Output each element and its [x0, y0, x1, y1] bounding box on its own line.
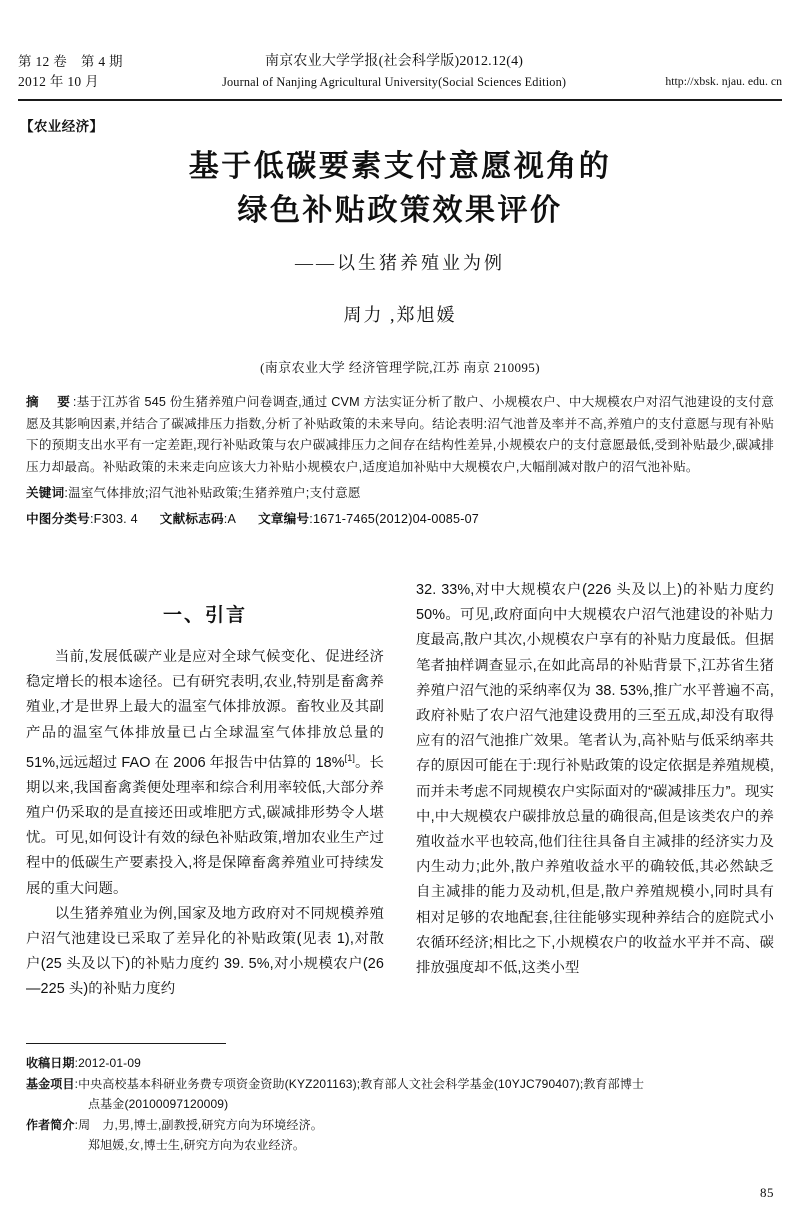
- column-left: [26, 578, 384, 1033]
- footnote-author-label: 作者简介: [26, 1117, 75, 1132]
- paragraph-text: 当前,发展低碳产业是应对全球气候变化、促进经济稳定增长的根本途径。已有研究表明,农业,特别是畜禽养殖业,才是世界上最大的温室气体排放源。畜牧业及其副产品的温室气体排放量已占全球温室气体排放总量的 51%,远远超过 FAO 在 2006 年报告中估算的 18%: [26, 649, 384, 771]
- category-tag: 【农业经济】: [20, 119, 104, 134]
- abstract-paragraph: [26, 392, 774, 478]
- footnote-received: 收稿日期:2012-01-09: [26, 1056, 141, 1070]
- abstract-section: [26, 392, 774, 530]
- article-subtitle: ——以生猪养殖业为例: [295, 253, 505, 273]
- masthead: [18, 52, 782, 92]
- keywords-line: 关键词:温室气体排放;沼气池补贴政策;生猪养殖户;支付意愿: [26, 486, 361, 500]
- doc-code-label: 文献标志码: [159, 511, 224, 526]
- footnote-author: 作者简介:周 力,男,博士,副教授,研究方向为环境经济。: [26, 1117, 323, 1132]
- masthead-url[interactable]: http://xbsk. njau. edu. cn: [665, 74, 782, 88]
- masthead-journal: [123, 52, 665, 92]
- column-right: [416, 578, 774, 1033]
- footnote-section: [26, 1053, 778, 1156]
- footnote-fund-cont: 点基金(20100097120009): [88, 1097, 229, 1111]
- clc-value: F303. 4: [93, 511, 138, 526]
- footnote-received-value: 2012-01-09: [78, 1056, 141, 1070]
- citation-marker[interactable]: [1]: [344, 752, 355, 763]
- clc-label: 中图分类号: [26, 511, 90, 526]
- section-heading-introduction: 一、引言: [162, 605, 247, 626]
- body-paragraph: 32. 33%,对中大规模农户(226 头及以上)的补贴力度约 50%。可见,政府面向中大规模农户沼气池建设的补贴力度最高,散户其次,小规模农户享有的补贴力度最低。但据笔者抽样调查显示,在如此高昂的补贴背景下,江苏省生猪养殖户沼气池的采纳率仅为 38. 53%,推广水平普遍不高,政府补贴了农户沼气池建设费用的三至五成,却没有取得应有的沼气池推广效果。笔者认为,高补贴与低采纳率共存的原因可能在于:现行补贴政策的设定依据是养殖规模,而并未考虑不同规模农户实际面对的“碳减排压力”。现实中,中大规模农户碳排放总量的确很高,但是该类农户的养殖收益水平也较高,他们往往具备自主减排的经济实力及内生动力;此外,散户养殖收益水平的确较低,其必然缺乏自主减排的能力及动机,但是,散户养殖规模小,同时具有相对足够的农地配套,往往能够实现种养结合的庭院式小农循环经济;相比之下,小规模农户的收益水平并不高、碳排放强度却不低,这类小型: [416, 582, 774, 977]
- keywords-label: 关键词: [26, 486, 65, 500]
- masthead-volume: 第 12 卷 第 4 期: [18, 54, 123, 69]
- body-paragraph: 以生猪养殖业为例,国家及地方政府对不同规模养殖户沼气池建设已采取了差异化的补贴政策(见表 1),对散户(25 头及以下)的补贴力度约 39. 5%,对小规模农户(26—225 头)的补贴力度约: [26, 905, 384, 998]
- page-number: 85: [760, 1185, 774, 1200]
- footnote-author-value: 周 力,男,博士,副教授,研究方向为环境经济。: [78, 1117, 323, 1132]
- article-no-label: 文章编号: [258, 511, 310, 526]
- body-columns: [26, 578, 774, 1033]
- footnote-received-label: 收稿日期: [26, 1056, 75, 1070]
- masthead-journal-en: Journal of Nanjing Agricultural University(Social Sciences Edition): [222, 75, 567, 89]
- title-block: [0, 145, 800, 378]
- masthead-date: 2012 年 10 月: [18, 74, 99, 89]
- masthead-divider: [18, 99, 782, 101]
- paragraph-text-cont: 。长期以来,我国畜禽粪便处理率和综合利用率较低,大部分养殖户仍采取的是直接还田或堆肥方式,碳减排形势令人堪忧。可见,如何设计有效的绿色补贴政策,增加农业生产过程中的低碳生产要素投入,将是保障畜禽养殖业可持续发展的重大问题。: [26, 754, 385, 897]
- classification-line: 中图分类号:F303. 4 文献标志码:A 文章编号:1671-7465(2012)04-0085-07: [26, 511, 480, 526]
- doc-code-value: A: [227, 511, 237, 526]
- footnote-author-cont: 郑旭媛,女,博士生,研究方向为农业经济。: [88, 1138, 306, 1152]
- footnote-fund-label: 基金项目: [26, 1076, 75, 1091]
- masthead-journal-cn: 南京农业大学学报(社会科学版)2012.12(4): [265, 54, 524, 69]
- footnote-fund-value: 中央高校基本科研业务费专项资金资助(KYZ201163);教育部人文社会科学基金(10YJC790407);教育部博士: [78, 1076, 645, 1091]
- abstract-text: 基于江苏省 545 份生猪养殖户问卷调查,通过 CVM 方法实证分析了散户、小规模农户、中大规模农户对沼气池建设的支付意愿及其影响因素,并结合了碳减排压力指数,分析了补贴政策的未来导向。结论表明:沼气池普及率并不高,养殖户的支付意愿与现有补贴下的预期支出水平有一定差距,现行补贴政策与农户碳减排压力之间存在结构性差异,小规模农户的支付意愿最低,受到补贴最少,碳减排压力却最高。补贴政策的未来走向应该大力补贴小规模农户,适度追加补贴中大规模农户,大幅削减对散户的沼气池补贴。: [26, 395, 775, 474]
- keywords-value: 温室气体排放;沼气池补贴政策;生猪养殖户;支付意愿: [68, 486, 361, 500]
- article-title-line-1: 基于低碳要素支付意愿视角的: [188, 150, 612, 183]
- abstract-label: 摘 要: [26, 395, 73, 409]
- masthead-issue: [18, 52, 123, 92]
- footnote-fund: 基金项目:中央高校基本科研业务费专项资金资助(KYZ201163);教育部人文社会科学基金(10YJC790407);教育部博士: [26, 1076, 645, 1091]
- footnote-divider: [26, 1043, 226, 1044]
- article-authors: 周力 ,郑旭媛: [343, 305, 457, 325]
- body-paragraph: [26, 645, 384, 902]
- article-title-line-2: 绿色补贴政策效果评价: [237, 194, 563, 227]
- author-affiliation: (南京农业大学 经济管理学院,江苏 南京 210095): [260, 360, 540, 375]
- abstract-separator: :: [72, 395, 77, 409]
- article-no-value: 1671-7465(2012)04-0085-07: [312, 511, 480, 526]
